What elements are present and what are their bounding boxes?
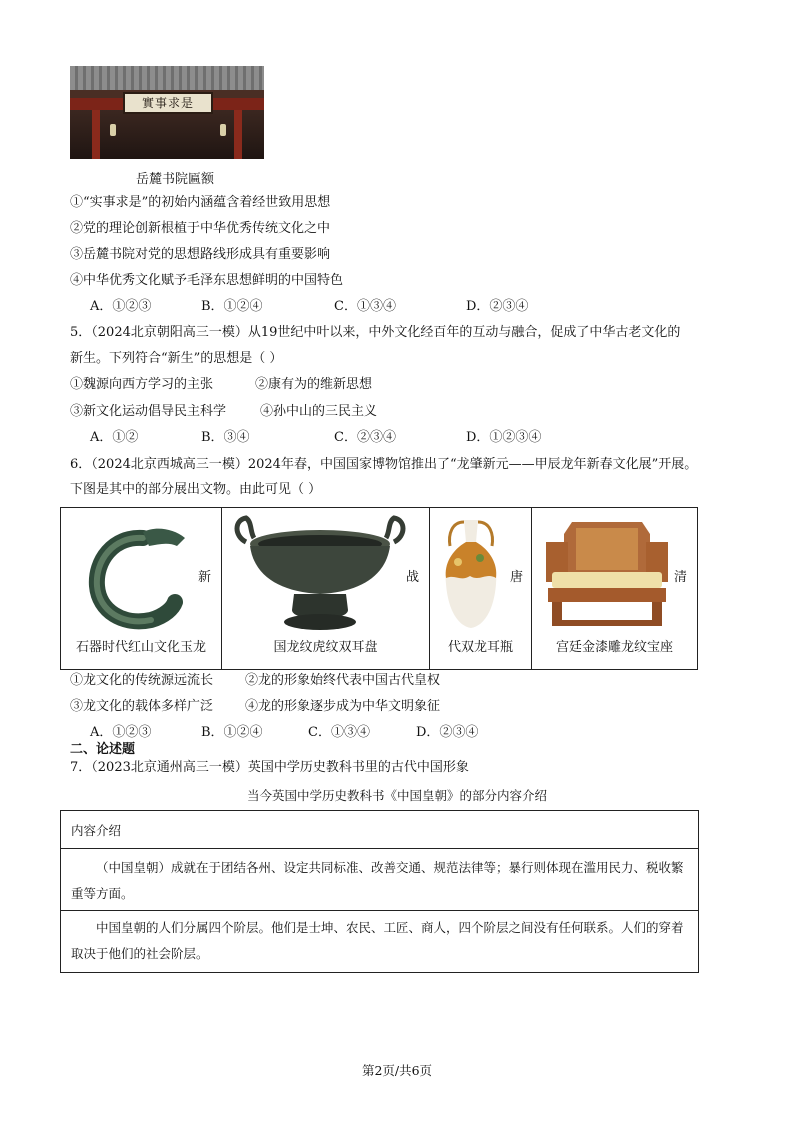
- artifact-table: [60, 507, 698, 670]
- artifact-caption: 代双龙耳瓶: [447, 640, 513, 655]
- option-b[interactable]: B．③④: [201, 430, 250, 445]
- option-a[interactable]: A．①②: [90, 430, 139, 445]
- q5-statement: ②康有为的维新思想: [255, 377, 373, 392]
- option-d[interactable]: D．②③④: [416, 725, 479, 740]
- option-b[interactable]: B．①②④: [201, 725, 263, 740]
- yuelu-academy-plaque-image: [70, 66, 264, 159]
- q4-statement: ①“实事求是”的初始内涵蕴含着经世致用思想: [70, 195, 331, 210]
- q5-statement: ①魏源向西方学习的主张: [70, 377, 214, 392]
- artifact-cell-bronze-basin: [222, 508, 430, 669]
- q6-statement: ②龙的形象始终代表中国古代皇权: [245, 673, 441, 688]
- option-b[interactable]: B．①②④: [201, 299, 263, 314]
- bronze-basin-image: [232, 514, 412, 632]
- q7-stem: 7．（2023北京通州高三一模）英国中学历史教科书里的古代中国形象: [70, 760, 469, 775]
- option-c[interactable]: C．①③④: [334, 299, 396, 314]
- page-number: 第2页/共6页: [361, 1063, 433, 1078]
- artifact-cell-qing-throne: [532, 508, 697, 669]
- artifact-cell-tang-vase: [430, 508, 532, 669]
- q6-statement: ④龙的形象逐步成为中华文明象征: [245, 699, 441, 714]
- artifact-side-label: 清: [673, 570, 687, 585]
- table-row: [61, 911, 698, 972]
- option-a[interactable]: A．①②③: [90, 299, 152, 314]
- option-c[interactable]: C．②③④: [334, 430, 396, 445]
- artifact-side-label: 新: [197, 570, 211, 585]
- q4-statement: ④中华优秀文化赋予毛泽东思想鲜明的中国特色: [70, 273, 344, 288]
- image-caption: 岳麓书院匾额: [136, 172, 215, 187]
- artifact-caption: 宫廷金漆雕龙纹宝座: [555, 640, 673, 655]
- table-header-row: [61, 811, 698, 849]
- q5-stem: 新生。下列符合“新生”的思想是（ ）: [70, 351, 283, 366]
- table-paragraph: （中国皇朝）成就在于团结各州、设定共同标准、改善交通、规范法律等；暴行则体现在滥用民力、税收繁重等方面。: [71, 860, 684, 901]
- artifact-side-label: 唐: [509, 570, 523, 585]
- q4-statement: ②党的理论创新根植于中华优秀传统文化之中: [70, 221, 331, 236]
- q5-stem: 5．（2024北京朝阳高三一模）从19世纪中叶以来，中外文化经百年的互动与融合，促成了中华古老文化的: [70, 325, 681, 340]
- q4-statement: ③岳麓书院对党的思想路线形成具有重要影响: [70, 247, 331, 262]
- option-a[interactable]: A．①②③: [90, 725, 152, 740]
- table-title: 当今英国中学历史教科书《中国皇朝》的部分内容介绍: [246, 788, 547, 803]
- table-paragraph: 中国皇朝的人们分属四个阶层。他们是士坤、农民、工匠、商人，四个阶层之间没有任何联系。人们的穿着取决于他们的社会阶层。: [71, 920, 684, 961]
- option-d[interactable]: D．①②③④: [466, 430, 542, 445]
- q6-statement: ③龙文化的载体多样广泛: [70, 699, 214, 714]
- jade-dragon-image: [73, 516, 203, 631]
- qing-throne-image: [542, 512, 672, 630]
- artifact-caption: 国龙纹虎纹双耳盘: [273, 640, 378, 655]
- table-row: [61, 849, 698, 911]
- option-c[interactable]: C．①③④: [308, 725, 370, 740]
- option-d[interactable]: D．②③④: [466, 299, 529, 314]
- q6-statement: ①龙文化的传统源远流长: [70, 673, 214, 688]
- artifact-side-label: 战: [405, 570, 419, 585]
- q5-statement: ④孙中山的三民主义: [260, 404, 378, 419]
- q6-stem: 下图是其中的部分展出文物。由此可见（ ）: [70, 482, 322, 497]
- artifact-caption: 石器时代红山文化玉龙: [75, 640, 206, 655]
- artifact-cell-jade-dragon: [61, 508, 222, 669]
- q5-statement: ③新文化运动倡导民主科学: [70, 404, 227, 419]
- plaque-board: 實事求是: [123, 92, 213, 114]
- tang-vase-image: [436, 512, 506, 632]
- section-heading: 二、论述题: [70, 742, 136, 757]
- table-header: 内容介绍: [71, 823, 122, 838]
- content-table: [60, 810, 699, 973]
- q6-stem: 6．（2024北京西城高三一模）2024年春，中国国家博物馆推出了“龙肇新元——甲辰龙年新春文化展”开展。: [70, 457, 698, 472]
